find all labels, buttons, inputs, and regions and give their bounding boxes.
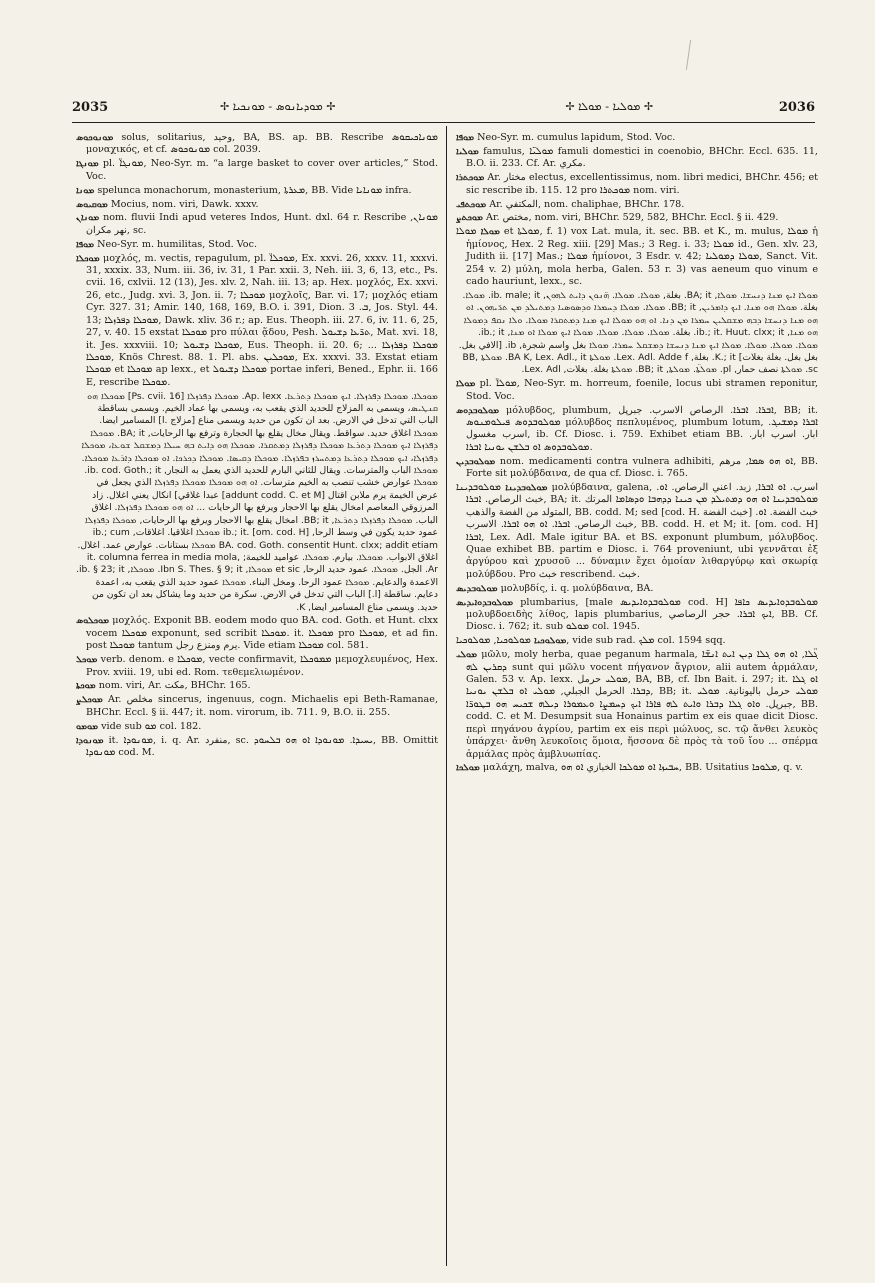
dictionary-entry <box>76 654 438 679</box>
entry-headword: ܡܘܠܐ <box>456 379 476 390</box>
entry-text: it. ܡܘܢܘܕܐ, i. q. Ar. منفرد, sc. ܝܚܝܕܐ. ܡܘܢܘܕܐ ܐܘ ܗܘ ܒܠܚܘܕ, BB. Omittit ܡܘܢܘܕܐ cod. M. <box>86 734 438 758</box>
entry-headword: ܡܘܠܟܐ <box>456 763 480 774</box>
entry-headword: ܡܘܢܓܐ <box>76 159 99 170</box>
dictionary-entry <box>456 635 818 647</box>
entry-headword: ܡܘܠܘܟܝܐ <box>534 636 567 647</box>
entry-headword: ܡܘܩܝܘܣ <box>76 199 108 210</box>
dictionary-entry <box>456 378 818 403</box>
entry-text: μαλάχη, malva, ܚܒܝܙܐ ܐܘ ܡܘܠܟܐ الخبازي ܐܘ ܗܘ, BB. Usitatius ܡܠܘܟܐ, q. v. <box>482 762 803 774</box>
entry-text: nom. fluvii Indi apud veteres Indos, Hunt. dxl. 64 r. Rescribe ܡܘܢܐܢ, نهر مكران, sc. <box>86 212 438 236</box>
page-number-right: 2036 <box>778 99 815 115</box>
dictionary-entry <box>76 158 438 183</box>
dictionary-entry <box>456 132 818 144</box>
entry-text: verb. denom. e ܡܘܟܠܐ, vecte confirmavit, ܡܡܘܟܠܐ μεμοχλευμένος, Hex. Prov. xviii. 19, ubi ed. Rom. τεθεμελιωμένον. <box>86 654 438 678</box>
dictionary-entry <box>456 482 818 581</box>
entry-headword: ܡܘܠܘܒܕܘܐܝܕܝܣ <box>456 597 514 608</box>
entry-headword: ܡܘܢܐܢ <box>76 213 100 224</box>
dictionary-entry <box>456 456 818 481</box>
left-column <box>76 132 438 1262</box>
entry-headword: ܡܘܦܐ <box>456 133 475 143</box>
entry-headword: ܡܘܟܠ <box>76 655 98 666</box>
dictionary-entry <box>456 212 818 224</box>
entry-headword: ܡܘܢܘܕܐ <box>76 735 104 746</box>
column-divider <box>446 126 447 1266</box>
page-header <box>72 96 815 118</box>
entry-text: Ar. مختار electus, excellentissimus, nom. libri medici, BHChr. 456; et sic rescribe ib. 115. 12 pro ܡܘܟܬܪܐ nom. viri. <box>466 172 818 196</box>
entry-headword: ܡܘܟܠܨ <box>76 695 103 706</box>
entry-headword: ܡܘܠܘܒܕܝܢܐ <box>505 482 548 493</box>
entry-text: ܡܘܠܘܟܝܐ, ܡܘܠܘܟܝܐ, vide sub rad. ܡܠܟ col. 1594 sqq. <box>456 635 726 647</box>
entry-text: plumbarius, [male ܡܘܠܘܒܕܘܐܝܕܝܣ cod. H] ܡܘܠܘܒܕܘܐܝܕܝܣ ܟܐܦܐ μολυβδοειδὴς λίθος, lapis plumbarius, ܐܝܟ ܐܒܪܐ. حجر الرصاصي, BB. Cf. Diosc. i. 762; it. sub ܡܘܠܘ col. 1945. <box>466 596 818 633</box>
dictionary-entry <box>76 615 438 652</box>
dictionary-entry <box>76 185 438 197</box>
dictionary-entry <box>456 649 818 761</box>
entry-text: solus, solitarius, وحيد, BA, BS. ap. BB. Rescribe ܡܘܢܐܟܝܩܘܣ μοναχικός, et cf. ܡܘܢܘܟܘܣ col. 2039. <box>86 132 438 156</box>
dictionary-entry <box>456 199 818 211</box>
entry-text: Mocius, nom. viri, Dawk. xxxv. <box>110 198 259 210</box>
entry-text: pl. ܡܘܢܓܐ̈, Neo-Syr. m. “a large basket to cover over articles,” Stod. Voc. <box>86 158 438 182</box>
dictionary-entry <box>456 597 818 634</box>
entry-headword: ܡܘܠܘܒܕܝܣ <box>456 583 498 594</box>
entry-text: μολυβδίς, i. q. μολύβδαινα, BA. <box>500 582 654 594</box>
entry-headword: ܡܘܢܘܟܘܣ <box>76 133 114 143</box>
right-column <box>456 132 818 1262</box>
entry-headword: ܡܘܟܬܨ <box>456 213 483 224</box>
dictionary-entry <box>76 132 438 157</box>
entry-text: ܡܘܠܐ et ܡܘܠܬܐ, f. 1) vox Lat. mula, it. sec. BB. et K., m. mulus, ܡܘܠܐ ἡ ἡμίονος, Hex. 2 Reg. xiii. [29] Mas.; 3 Reg. i. 33; ܡܘܠܐ id., Gen. xlv. 23, Judith ii. [17] Mas.; ܡܘܠܐ ἡμίονοι, 3 Esdr. v. 42; ܡܘܠܐ ܕܡܘܠܝܐ, Sanct. Vit. 254 v. 2) μύλη, mola herba, Galen. 53 r. 3) vas aeneum quo vinum e cado hauriunt, lexx., sc. <box>456 226 818 287</box>
entry-headword: ܡܘܠܘܒܕܘܣ <box>456 405 500 416</box>
entry-headword: ܡܘܟܠܐ <box>76 253 100 264</box>
entry-headword: ܡܘܟܬܦܝ <box>456 199 487 210</box>
dictionary-entry <box>76 680 438 692</box>
dictionary-entry <box>76 735 438 760</box>
dictionary-entry <box>456 226 818 288</box>
running-head-left: ✢ ܡܘܕܝܐܢܘܣ - ܡܘܢܟܝܐ ✢ <box>220 100 336 113</box>
entry-headword: ܡܘܢܐ <box>76 185 95 196</box>
entry-headword: ܡܘܠܝ <box>456 650 478 661</box>
entry-text: Ar. المكتفي, nom. chaliphae, BHChr. 178. <box>489 198 685 210</box>
page-number-left: 2035 <box>72 99 109 115</box>
entry-text: nom. medicamenti contra vulnera adhibiti, ܐܘ ܗܘ ܣܡܐ, مرهم, BB. Forte sit μολύβδαινα, de qua cf. Diosc. i. 765. <box>466 455 818 480</box>
entry-text: Neo-Syr. m. humilitas, Stod. Voc. <box>97 238 257 250</box>
entry-text: nom. viri, Ar. مكت, BHChr. 165. <box>98 680 251 692</box>
entry-text: spelunca monachorum, monasterium, ܡܥܪܬܐ, BB. Vide ܡܘܢܐܝܐ infra. <box>97 184 412 196</box>
dictionary-entry <box>456 762 818 774</box>
entry-text: vide sub ܡܘ col. 182. <box>101 720 202 732</box>
dictionary-entry: ܡܘܠܐ ܐܝܟ ܡܢܐ ܕܢܚܫܐ. ܡܘܠܐ, BA; it. بغلة, ܡܘܠܐ. ܡܘܠܐ. ܗ̈ܢܘܢ ܕܐܝܬ ܠܗܘܢ, ib. male; it. ܡܘܠܐ. بغلة. ܡܘܠܐ ܗܘ ܡܢܐ. ܐܝܟ ܕܐܡܪܝܢ, BB; it. ܡܘܠܐ. ܡܘܠܐ ܕܚܡܪܐ ܘܕܣܘܣܝܐ ܕܡܬܝܠܕ ܡܢ ܬܪ̈ܝܗܘܢ. ܐܘ ܗܘ ܡܢܐ ܕܢܚܫܐ ܕܒܗ ܡܫܩܠܝܢ ܚܡܪܐ ܡܢ ܕܢܐ. ܐܘ ܗܘ ܡܘܠܐ ܐܝܟ ܡܢܐ ܕܡܬܩܪܐ ܡܘܠܐ. ܘܠܐ ܢܩܦ ܕܡܘܠܐ ܗܘ ܡܢܐ, ib.; it. Huut. clxx; it. بغلة. ܡܘܠܐ. ܡܘܠܐ. ܡܘܠܐ. ܡܘܠܐ ܐܝܟ ܡܘܠܐ ܐܘ ܡܢܐ, ib.; it. ܡܘܠܐ. ܡܘܠܐ. ܡܘܠܐ. ܡܘܠܐ ܐܝܟ ܡܢܐ ܕܢܚܫܐ ܕܡܫܩܠ ܚܡܪܐ. ܡܘܠܐ بغل واسم شجرة, ib. [الافي بغل. بغل بغل. بغلة بغلات] K.; it. بغلة, Lex. Adl. Adde f. ܡܘܠܬܐ BA K, Lex. Adl., it. ܡܘܠܬܐ BB, sc. ܡܘܠܬܐ نصف حمار, pl. ܡܘܠܬܐ̈. ܡܘܠܬܐ, BB; it. ܡܘܠܬܐ بغلة. بغلات, Lex. Adl. <box>458 289 818 376</box>
dictionary-entry <box>456 146 818 171</box>
dictionary-entry <box>456 172 818 197</box>
dictionary-entry <box>76 212 438 237</box>
dictionary-entry: ܡܘܟܠܐ. ܡܘܟܠܐ ܕܦܪܙܠܐ. ܐܝܟ ܡܘܟܠܐ ܕܬܪܥܐ. Ap. lexx. ܡܘܟܠܐ ܕܦܪܙܠܐ [Ps. cvii. 16] ܡܘܟܠܐ ܗܘ ܩܢܛܝܣ، ويسمى به المزلاج للحديد الذي يقعب به، ويسمى بها عماد الخيم. ويسمى بساقطة الباب التي تدخل في الارض. بعد ان تكون من حديد ويسمى مناع [مزلاج .l] المسامير ايضا. ܡܘܟܠܐ اغلاق حديد. سواقط. ويقال مخال يقلع بها الحجارة وترفع بها الرحايات, BA; it. ܡܘܟܠܐ ܕܦܪܙܠܐ ܐܝܟ ܡܘܟܠܐ ܕܬܪܥܐ ܡܘܟܠܐ ܕܦܪܙܠܐ ܕܡܬܩܪܐ. ܡܘܟܠܐ ܗܘ ܕܐܝܬ ܒܗ ܚܝܠܐ ܕܡܫܩܠ ܫܘܥܐ، ܡܘܟܠܐ ܕܦܪܙܠܐ، ܐܝܟ ܡܘܟܠܐ ܕܬܪܥܐ ܕܡܬܚܪܙ ܒܦܪܙܠܐ. ܡܘܟܠܐ ܕܩܝܣܐ. ܡܘܟܠܐ ܕܟܪܟܐ. ܐܘ ܡܘܟܠܐ ܕܐܪܥܐ ܡܘܟܠܐ. ܡܘܟܠܐ الباب والمترسات. ويقال للثاني البارم للحديد الذي يعمل به النجار, ib. cod. Goth.; it. ܡܘܟܠܐ عوارض خشب تنصب به الخيم مترسات. ܐܘ ܗܘ ܡܘܟܠܐ ܡܘܟܠܐ ܕܦܪܙܠܐ الذي يجعل في عرض الخيمة يرم ملابن اقتال [addunt codd. C. et M] عبدا غلاقي] انكال يعني اغلال. زاد المرزوقي المعاصم امخال يقلع بها الاحجار ويرفع بها الرحايات ... ܐܘ ܗܘ ܡܘܟܠܐ ܕܦܪܙܠܐ. اغلاق الباب. ܡܘܟܠܐ ܕܦܪܙܠܐ ܕܬܪܥܐ, BB; it. امخال يقلع بها الاحجار ويرفع بها الرحايات, ܡܘܟܠܐ ܕܦܪܙܠܐ عمود حديد يكون في وسط الرحا, ib.; it. [om. cod. H] ܡܘܟܠܐ اغلاقيا. اغلاقات, ib.; cum BA. cod. Goth. consentit Hunt. clxx; addit etiam ܡܘܟܠܐ بستانات. عوارض عمد. اغلال. اغلاق الابواب. ܡܘܟܠܐ. بيارم. ܡܘܟܠܐ. عواميد للخيمة; it. columna ferrea in media mola, Ar. الجل. ܡܘܟܠܐ. عمود حديد الرحا, et sic ܡܘܟܠܐ, Ibn S. Thes. § 9; it. ܡܘܟܠܐ, ib. § 23; it. الاعمدة والدعايم. ܡܘܟܠܐ عمود الرحا. ومخل البناء. ܡܘܟܠܐ عمود حديد الذي يقعب به، اعمدة دعايم. ساقطة [l.] الباب التي تدخل في الارض. سكرة من حديد وما يشاكل بعد ان تكون من حديد. ويسمى مناع المسامير ايضا, K. <box>76 390 438 613</box>
entry-text: μοχλός, m. vectis, repagulum, pl. ܡܘܟܠܐ̈, Ex. xxvi. 26, xxxv. 11, xxxvi. 31, xxxix. 33, Num. iii. 36, iv. 31, 1 Par. xxii. 3, Neh. iii. 3, 6, 13, etc., Ps. cvii. 16, cxlvii. 12 (13), Jes. xlv. 2, Nah. iii. 13; ap. Hex. μοχλός, Ex. xxvi. 26, etc., Judg. xvi. 3, Jon. ii. 7; ܡܘܟܠܐ μοχλοῖς, Bar. vi. 17; μοχλός etiam Cyr. 327. 31; Amir. 140, 168, 169, B.O. i. 391, Dion. ܒ. 3, Jos. Styl. 44. 13; ܡܘܟܠܐ ܕܦܪܙܠܐ, Dawk. xliv. 36 r.; ap. Eus. Theoph. iii. 27. 6, iv. 11. 6, 25, 27, v. 40. 15 exstat ܡܘܟܠܐ pro πύλαι ᾅδου, Pesh. ܬܪ̈ܥܐ ܕܫܝܘܠ, Mat. xvi. 18, it. Jes. xxxviii. 10; ܡܘܟܠܐ ܕܫܝܘܠ, Eus. Theoph. ii. 20. 6; ܡܘܟܠܐ ܕܦܪܙܠܐ ... ܡܘܟܠܐ, Knös Chrest. 88. 1. Pl. abs. ܡܘܟܠܝܢ, Ex. xxxvi. 33. Exstat etiam ܡܘܟܠܐ et ܡܘܟܠܐ ap lexx., et ܡܘܟܠܐ ܕܫܝܘܠ portae inferi, Bened., Ephr. ii. 166 E, rescribe ܡܘܟܠܐ. <box>86 252 438 388</box>
entry-text: Ar. مختص, nom. viri, BHChr. 529, 582, BHChr. Eccl. § ii. 429. <box>486 212 779 224</box>
entry-headword: ܡܘܠܐ <box>480 227 500 238</box>
entry-headword: ܡܘܠܝܐ <box>456 146 479 157</box>
entry-text: μόλυβδος, plumbum, ܐܒܪܐ. ܐܒܪܐ. الرصاص الاسرب. جبرپل, BB; it. ܡܘܠܘܒܕܘܣ ܦܝܠܘܡܢܘܣ μόλυβδος πεπλυμένος, plumbum lotum, ܐܒܪܐ ܕܡܫܝܓ. اسرب مغسول, ib. Cf. Diosc. i. 759. Exhibet etiam BB. ابار. اسرب ابار. ܡܘܠܘܒܕܘܣ ܐܘ ܒܠܫܢ ܝܘܢܝܐ ܐܒܪܐ. <box>466 404 818 453</box>
entry-text: famulus, ܡܘܠܝ̈ܐ famuli domestici in coenobio, BHChr. Eccl. 635. 11, B.O. ii. 233. Cf. Ar. مكري. <box>466 145 818 170</box>
entry-text: Ar. مخلص sincerus, ingenuus, cogn. Michaelis epi Beth-Ramanae, BHChr. Eccl. § ii. 447; it. nom. virorum, ib. 711. 9, B.O. ii. 255. <box>86 694 438 718</box>
entry-headword: ܡܘܡܘ <box>76 721 99 732</box>
entry-text: μῶλυ, moly herba, quae peganum harmala, ܓ̈ܠܐ, ܐܘ ܗܘ ܓܠܐ ܕܝܢ ܐܝܬ ܐܢܫ̈ܐ ܕܩܪܝܢ ܠܗ sunt qui μῶλυ vocent πήγανον ἄγριον, alii autem ἁρμάλαν, Galen. 53 v. Ap. lexx. ܡܘܠܝ حرمل, BA, BB, cf. Ibn Bait. i. 297; it. ܐܘ ܓܠܐ ܕܒܪܐ. الحرمل الجبلي, ܡܘܠܝ ܐܘ ܒܠܫܢ ܝܘܢܝܐ, BB; it. ܡܘܠܝ حرمل باليونانية. ܡܘܠܝ جبرپل. ܘܐܘ ܓܠܐ ܕܒܪܐ ܘܐܝܬ ܠܗ ܦܐܪܐ ܐܝܟ ܕܚܡܨܐ ܘܥܡܘܪܐ ܕܝܠܗ ܫܟܝܚ ܗܘ ܒܛܘܪ̈ܐ, BB. codd. C. et M. Desumpsit sua Honainus partim ex eis quae dicit Diosc. περὶ πηγάνου ἀγρίου, partim ex eis περὶ μώλυος, sc. τῷ ἄνθει λευκὸς ὑπάρχει· ἄνθη λευκοῖοις ὅμοια, ἥσσονα δὲ πρὸς τὰ τοῦ ἴου ... σπέρμα ἁρμάλας πρὸς ἀμβλυωπίας. <box>466 649 818 760</box>
header-rule <box>72 122 815 123</box>
dictionary-entry <box>456 583 818 595</box>
dictionary-entry <box>76 239 438 251</box>
running-head-right: ✢ ܡܘܠܝܐ - ܡܘܠܐ ✢ <box>565 100 654 113</box>
entry-headword: ܡܘܟܠܘܣ <box>76 616 110 627</box>
dictionary-entry <box>76 694 438 719</box>
entry-text: ܡܘܠܘܒܕܝܢܐ μολύβδαινα, galena, اسرب. ܐܘ ܐܒܪܐ, زبد. اعني الرصاص. ܐܘ. خبث الرصاص. ܐܒܪܐ, BA; it. ܡܘܠܘܒܕܝܢܐ ܐܘ ܗܘ ܕܡܬܝܠܕ ܡܢ ܟܝܢܐ ܕܕܗܒܐ ܘܕܣܐܡܐ المرتك المتولد من الفضة والذهب, BB. codd. M; sed [cod. H. خبث الفضة] خبث الفضة. ܐܘ. خبث الرصاص. ܐܒܪܐ. ܐܘ ܗܘ ܐܒܪܐ. الاسرب, BB. codd. H. et M; it. [om. cod. H] ܐܒܪܐ, Lex. Adl. Male igitur BA. et BS. exponunt plumbum, μόλυβδος. Quae exhibet BB. partim e Diosc. i. 764 proveniunt, ubi γεννᾶται ἐξ ἀργύρου καὶ χρυσοῦ ... δύναμιν ἔχει ὁμοίαν λιθαργύρῳ καὶ σκωρίᾳ μολύβδου. Pro خبث rescribend. خبث. <box>456 481 818 580</box>
entry-headword: ܡܘܟܬܐ <box>76 681 96 692</box>
dictionary-entry <box>76 199 438 211</box>
entry-text: Neo-Syr. m. cumulus lapidum, Stod. Voc. <box>477 132 676 143</box>
entry-headword: ܡܘܠܘܒܕܝܢ <box>456 456 496 467</box>
pencil-mark <box>686 40 693 70</box>
dictionary-entry <box>76 253 438 389</box>
entry-text: μοχλός. Exponit BB. eodem modo quo BA. cod. Goth. et Hunt. clxx vocem ܡܘܟܠܐ exponunt, sed scribit ܡܘܟܠܐ. it. ܡܘܟܠܐ pro ܡܘܟܠܐ, et ad fin. post ܡܘܟܠܐ tantum يرم ومنزع رجل. Vide etiam ܡܘܟܠܐ col. 581. <box>86 615 438 652</box>
dictionary-entry <box>76 721 438 733</box>
dictionary-entry <box>456 405 818 455</box>
entry-headword: ܡܘܦܐ <box>76 239 95 250</box>
entry-text: pl. ܡܘܠܐ̈, Neo-Syr. m. horreum, foenile, locus ubi stramen reponitur, Stod. Voc. <box>466 378 818 402</box>
entry-headword: ܡܘܟܬܪܐ <box>456 173 485 184</box>
